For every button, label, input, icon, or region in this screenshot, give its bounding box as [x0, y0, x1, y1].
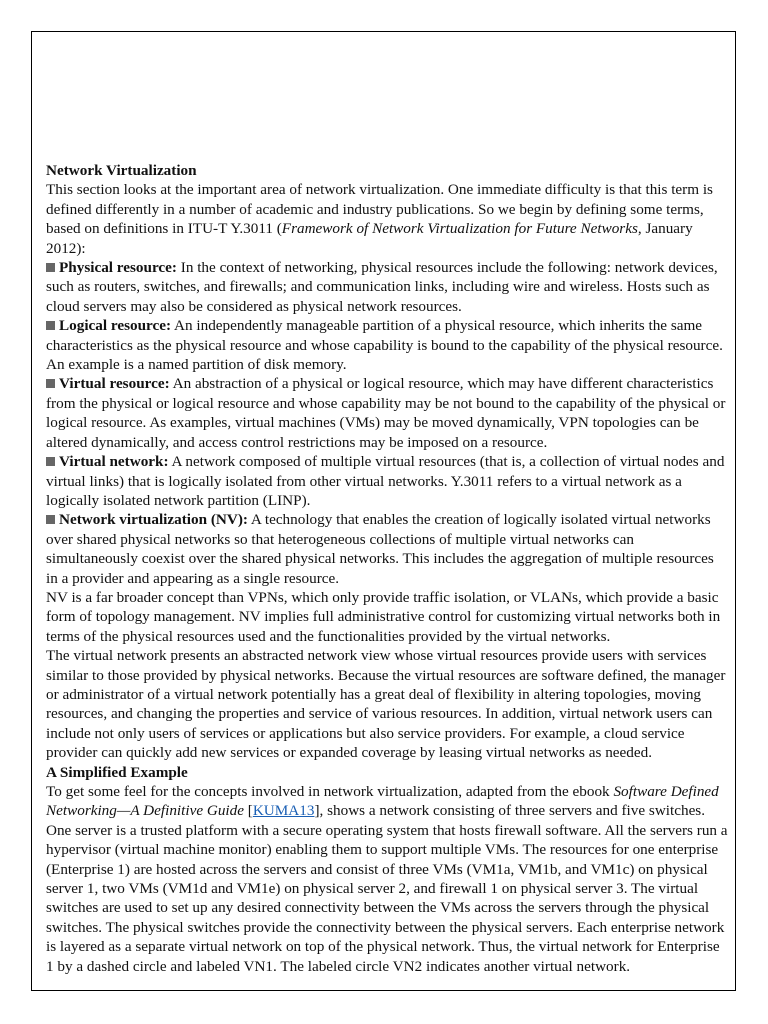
square-bullet-icon — [46, 379, 55, 388]
square-bullet-icon — [46, 515, 55, 524]
text-run: This section looks at the important area of network virtualization. One immediate difficulty is that this term is defined differently in a number of academic and industry publications. So we begin by defining some terms, based on definitions in ITU-T Y.3011 ( — [46, 181, 713, 238]
bold-text: Logical resource: — [59, 317, 172, 335]
definition-item — [46, 510, 736, 588]
text-run: A network composed of multiple virtual resources (that is, a collection of virtual nodes and virtual links) that is logically isolated from other virtual networks. Y.3011 refers to a virtual network as a logically isolated network partition (LINP). — [46, 453, 725, 509]
paragraph — [46, 646, 736, 762]
section-heading — [46, 161, 736, 180]
text-run: In the context of networking, physical resources include the following: network devices, such as routers, switches, and firewalls; and communication links, including wire and wireless. Hosts such as cloud servers may also be considered as physical network resources. — [46, 259, 718, 315]
square-bullet-icon — [46, 263, 55, 272]
square-bullet-icon — [46, 457, 55, 466]
paragraph — [46, 782, 736, 976]
bold-text: Network virtualization (NV): — [59, 511, 248, 529]
text-run: ], shows a network consisting of three servers and five switches. One server is a trusted platform with a secure operating system that hosts firewall software. All the servers run a hypervisor (virtual machine monitor) enabling them to support multiple VMs. The resources for one enterprise (Enterprise 1) are hosted across the servers and consist of three VMs (VM1a, VM1b, and VM1c) on physical server 1, two VMs (VM1d and VM1e) on physical server 2, and firewall 1 on physical server 3. The virtual switches are used to set up any desired connectivity between the VMs across the servers through the physical switches. The physical switches provide the connectivity between the physical servers. Each enterprise network is layered as a separate virtual network on top of the physical network. Thus, the virtual network for Enterprise 1 by a dashed circle and labeled VN1. The labeled circle VN2 indicates another virtual network. — [46, 802, 728, 975]
reference-link[interactable]: KUMA13 — [252, 802, 315, 820]
document-page — [31, 31, 736, 991]
italic-text: Framework of Network Virtualization for Future Networks — [281, 220, 638, 238]
paragraph — [46, 588, 736, 646]
text-run: The virtual network presents an abstracted network view whose virtual resources provide users with services similar to those provided by physical networks. Because the virtual resources are software defined, the manager or administrator of a virtual network potentially has a great deal of flexibility in altering topologies, moving resources, and changing the properties and service of various resources. In addition, virtual network users can include not only users of services or applications but also service providers. For example, a cloud service provider can quickly add new services or expanded coverage by leasing virtual networks as needed. — [46, 647, 726, 762]
bold-text: Virtual resource: — [59, 375, 170, 393]
text-run: , January 2012): — [46, 220, 693, 257]
text-run: An independently manageable partition of a physical resource, which inherits the same characteristics as the physical resource and whose capability is bound to the capability of the physical resource. An example is a named partition of disk memory. — [46, 317, 723, 374]
definition-item — [46, 374, 736, 452]
text-run: NV is a far broader concept than VPNs, which only provide traffic isolation, or VLANs, which provide a basic form of topology management. NV implies full administrative control for customizing virtual networks both in terms of the physical resources used and the functionalities provided by the virtual networks. — [46, 588, 721, 645]
bold-text: Network Virtualization — [46, 162, 197, 179]
bold-text: Physical resource: — [59, 259, 177, 277]
bold-text: A Simplified Example — [46, 763, 188, 781]
square-bullet-icon — [46, 321, 55, 330]
paragraph — [46, 180, 736, 258]
section-heading — [46, 763, 736, 782]
definition-item — [46, 258, 736, 316]
bold-text: Virtual network: — [59, 453, 169, 471]
document-body — [46, 161, 736, 976]
text-run: An abstraction of a physical or logical resource, which may have different characteristics from the physical or logical resource and whose capability may be not bound to the capability of the physical or logical resource. As examples, virtual machines (VMs) may be moved dynamically, VPN topologies can be altered dynamically, and access control restrictions may be imposed on a resource. — [46, 375, 726, 451]
text-run: A technology that enables the creation of logically isolated virtual networks over shared physical networks so that heterogeneous collections of multiple virtual networks can simultaneously coexist over the shared physical networks. This includes the aggregation of multiple resources in a provider and appearing as a single resource. — [46, 511, 714, 587]
text-run: [ — [243, 802, 253, 820]
text-run: To get some feel for the concepts involved in network virtualization, adapted from the ebook — [46, 783, 614, 800]
definition-item — [46, 316, 736, 374]
definition-item — [46, 452, 736, 510]
italic-text: Software Defined Networking—A Definitive Guide — [46, 783, 719, 820]
